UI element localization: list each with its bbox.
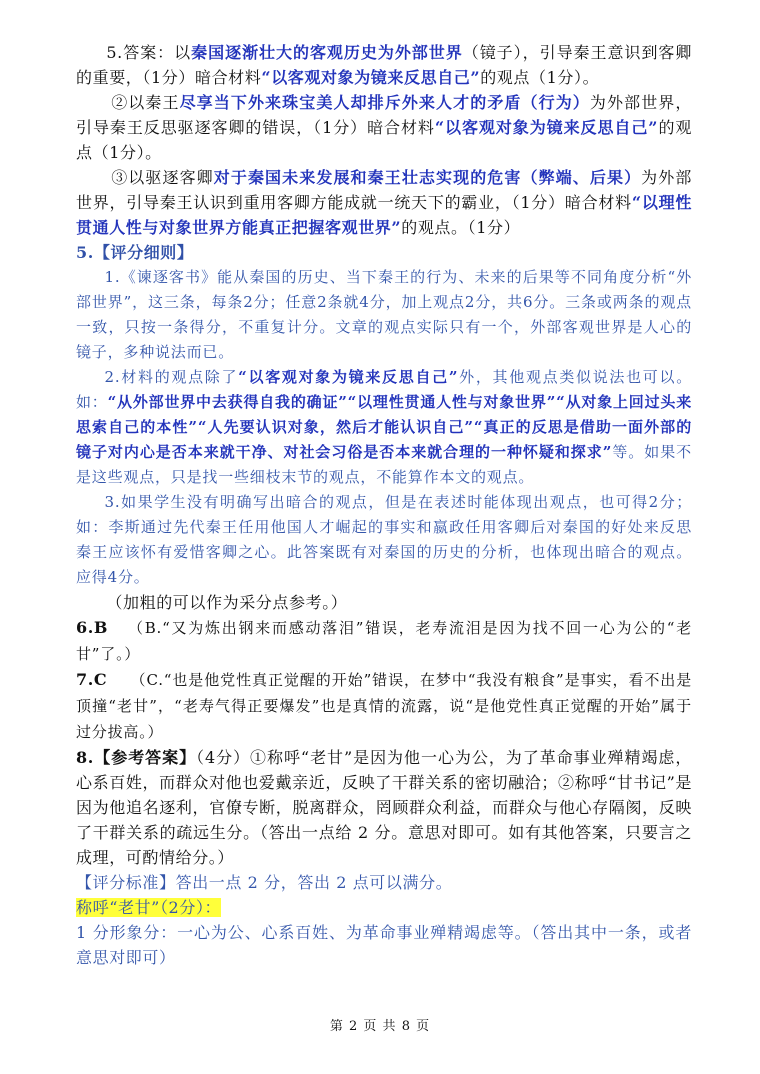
key-point: 对于秦国未来发展和秦王壮志实现的危害（弊端、后果）	[213, 168, 642, 187]
question-number: 7.C	[76, 670, 108, 689]
key-point: “以理性贯通人性与对象世界方能真正把握客观世界”	[76, 193, 692, 237]
text: ③以驱逐客卿	[111, 168, 214, 187]
document-page	[76, 40, 692, 970]
highlighted-text: 称呼“老甘”（2分）：	[76, 898, 222, 917]
q5-rubric-1: 1.《谏逐客书》能从秦国的历史、当下秦王的行为、未来的后果等不同角度分析“外部世界”，这三条，每条2分；任意2条就4分，加上观点2分，共6分。三条或两条的观点一致，只按一条得分，不重复计分。文章的观点实际只有一个，外部客观世界是人心的镜子，多种说法而已。	[76, 268, 692, 361]
section-heading: 【参考答案】	[93, 748, 197, 767]
page-footer: 第 2 页 共 8 页	[329, 1019, 431, 1034]
q5-answer-2	[76, 90, 692, 165]
text: （B.“又为炼出钢来而感动落泪”错误，老寿流泪是因为找不回一心为公的“老甘”了。）	[76, 619, 692, 663]
key-point: “以客观对象为镜来反思自己”	[261, 68, 481, 87]
text: 外，其他观点类似说法也可以。如：	[76, 368, 692, 411]
question-number: 6.B	[76, 618, 109, 637]
text: 2.材料的观点除了	[104, 368, 239, 386]
text: （C.“也是他党性真正觉醒的开始”错误，在梦中“我没有粮食”是事实，看不出是顶撞“老甘”，“老寿气得正要爆发”也是真情的流露，说“是他党性真正觉醒的开始”属于过分拔高。）	[76, 671, 692, 741]
key-point: “从外部世界中去获得自我的确证”“以理性贯通人性与对象世界”“从对象上回过头来思索自己的本性”“人先要认识对象，然后才能认识自己”“真正的反思是借助一面外部的镜子对内心是否本来就干净、对社会习俗是否本来就合理的一种怀疑和探求”	[76, 393, 692, 461]
q8-answer	[76, 745, 692, 870]
key-point: 秦国逐渐壮大的客观历史为外部世界	[191, 43, 463, 62]
q8-last-line: 1 分形象分：一心为公、心系百姓、为革命事业殚精竭虑等。（答出其中一条，或者意思对即可）	[76, 923, 692, 967]
question-number: 8.	[76, 748, 94, 767]
q5-rubric-title: 5.【评分细则】	[76, 243, 194, 262]
key-point: “以客观对象为镜来反思自己”	[434, 118, 659, 137]
q7-answer	[76, 667, 692, 745]
text: 等。如果不是这些观点，只是找一些细枝末节的观点，不能算作本文的观点。	[76, 443, 692, 486]
text: 的观点。（1分）	[401, 218, 521, 237]
q5-rubric-3: 3.如果学生没有明确写出暗合的观点，但是在表述时能体现出观点，也可得2分；如：李斯通过先代秦王任用他国人才崛起的事实和嬴政任用客卿后对秦国的好处来反思秦王应该怀有爱惜客卿之心。此答案既有对秦国的历史的分析，也体现出暗合的观点。应得4分。	[76, 493, 692, 586]
text: 的观点（1分）。	[76, 118, 692, 162]
q5-rubric-2	[76, 365, 692, 490]
text: 为外部世界，引导秦王认识到重用客卿方能成就一统天下的霸业，（1分）暗合材料	[76, 168, 692, 212]
text: （4分）①称呼“老甘”是因为他一心为公，为了革命事业殚精竭虑，心系百姓，而群众对他也爱戴亲近，反映了干群关系的密切融洽；②称呼“甘书记”是因为他追名逐利，官僚专断，脱离群众，罔顾群众利益，而群众与他心存隔阂，反映了干群关系的疏远生分。（答出一点给 2 分。意思对即可。如有其他答案，只要言之成理，可酌情给分。）	[76, 748, 692, 867]
key-point: 尽享当下外来珠宝美人却排斥外来人才的矛盾（行为）	[179, 93, 590, 112]
q5-answer-3	[76, 165, 692, 240]
q8-highlight	[76, 895, 692, 920]
text: 为外部世界，引导秦王反思驱逐客卿的错误，（1分）暗合材料	[76, 93, 692, 137]
q8-standard: 【评分标准】答出一点 2 分，答出 2 点可以满分。	[76, 873, 453, 892]
q5-answer-1	[76, 40, 692, 90]
text: 的观点（1分）。	[480, 68, 600, 87]
q6-answer	[76, 615, 692, 667]
text: （镜子），引导秦王意识到客卿的重要，（1分）暗合材料	[76, 43, 692, 87]
q5-note: （加粗的可以作为采分点参考。）	[106, 593, 348, 612]
text: 5.答案：以	[106, 43, 192, 62]
key-point: “以客观对象为镜来反思自己”	[238, 368, 459, 386]
text: ②以秦王	[111, 93, 180, 112]
